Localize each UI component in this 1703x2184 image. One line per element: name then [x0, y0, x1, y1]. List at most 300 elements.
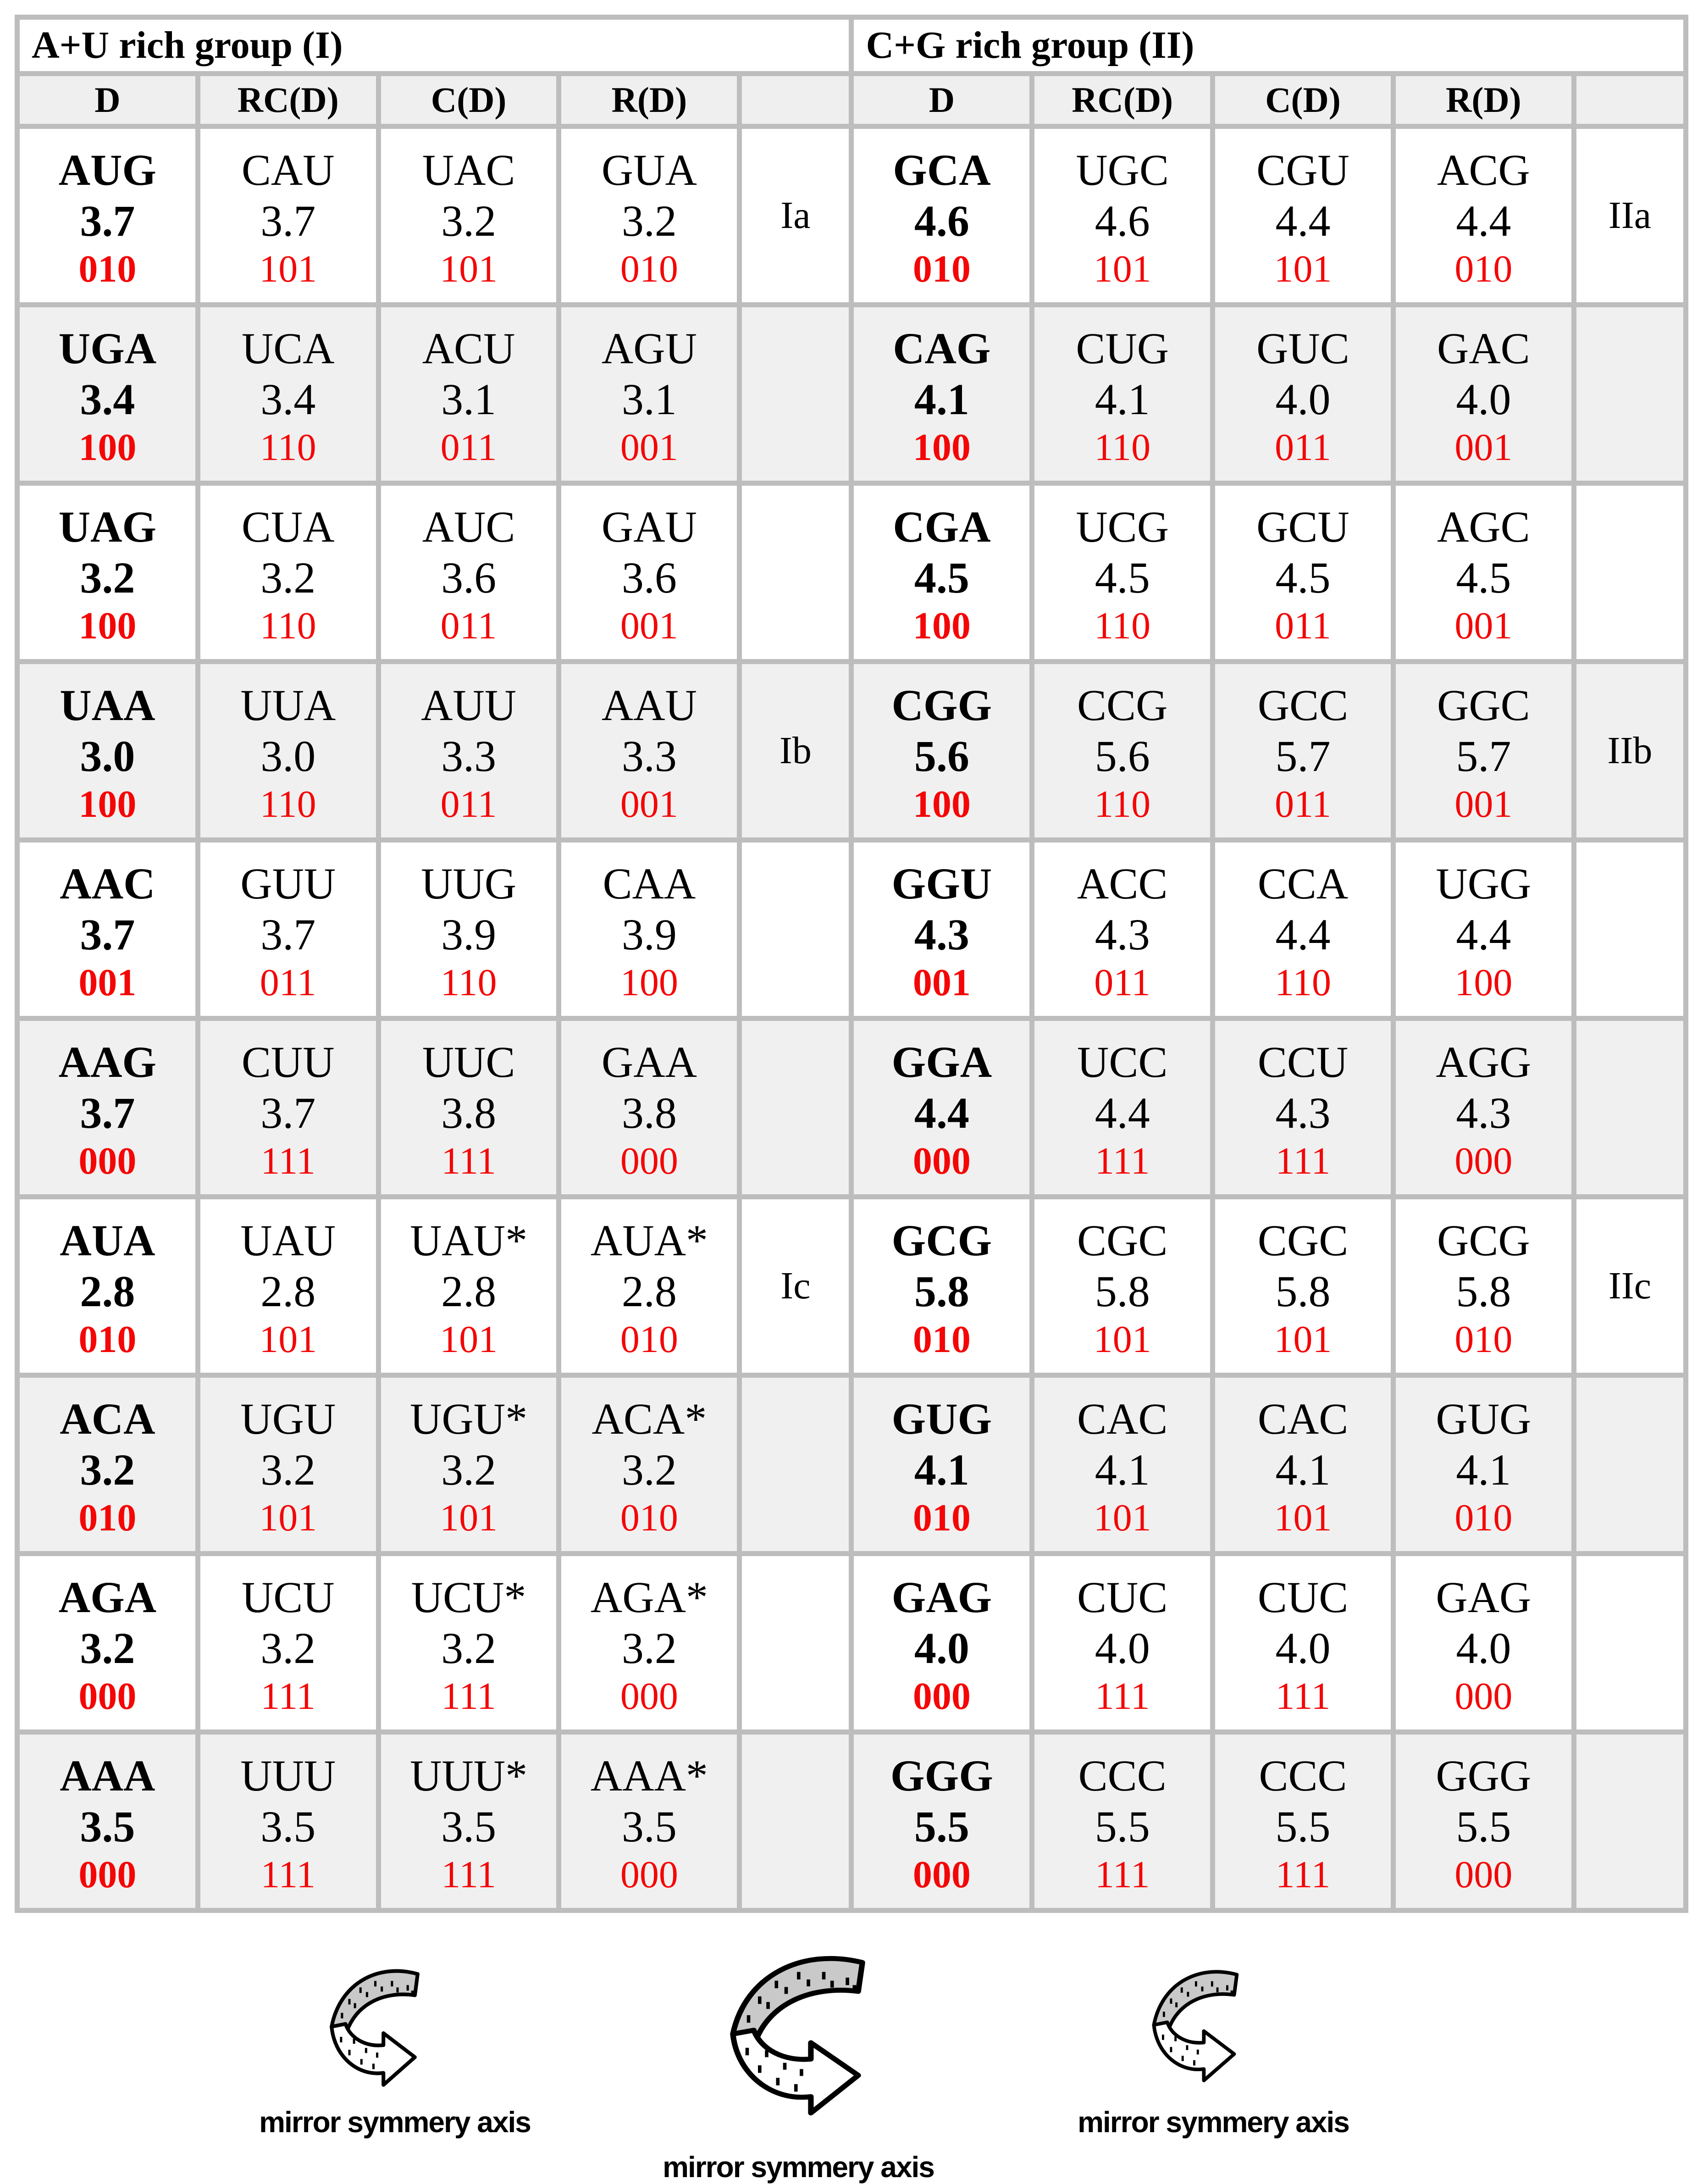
- binary-code: 110: [1094, 783, 1151, 826]
- codon-cell: [1393, 1197, 1574, 1375]
- free-energy-value: 4.5: [914, 553, 969, 602]
- free-energy-value: 5.5: [914, 1802, 969, 1851]
- codon-cell: [1213, 1197, 1393, 1375]
- binary-code: 101: [440, 1497, 498, 1539]
- codon-text: UCU: [241, 1573, 335, 1622]
- codon-cell: [198, 1197, 378, 1375]
- codon-cell: [1213, 483, 1393, 662]
- codon-text: AGG: [1436, 1037, 1532, 1086]
- codon-text: AUG: [58, 145, 157, 194]
- codon-text: UAU*: [410, 1216, 528, 1265]
- section-label: [1574, 483, 1686, 662]
- column-header-spacer: [1574, 74, 1686, 127]
- column-header-d: D: [17, 74, 198, 127]
- binary-code: 011: [440, 783, 497, 826]
- free-energy-value: 5.8: [1456, 1267, 1511, 1316]
- codon-cell: [559, 662, 740, 840]
- free-energy-value: 3.2: [80, 1624, 135, 1673]
- binary-code: 010: [1454, 248, 1513, 290]
- codon-cell: [17, 1197, 198, 1375]
- binary-code: 000: [1454, 1675, 1513, 1718]
- codon-cell: [852, 1019, 1032, 1197]
- binary-code: 101: [440, 248, 498, 290]
- codon-text: GUA: [601, 145, 697, 194]
- free-energy-value: 4.0: [1275, 1624, 1331, 1673]
- binary-code: 010: [620, 1497, 678, 1539]
- codon-text: ACC: [1077, 859, 1168, 908]
- binary-code: 100: [78, 604, 137, 647]
- codon-text: AUA*: [590, 1216, 708, 1265]
- free-energy-value: 4.6: [1095, 196, 1150, 245]
- codon-cell: [198, 840, 378, 1019]
- codon-text: GCU: [1256, 502, 1349, 551]
- free-energy-value: 3.7: [260, 196, 316, 245]
- codon-text: CGU: [1256, 145, 1349, 194]
- codon-text: CAC: [1257, 1394, 1349, 1443]
- codon-cell: [17, 305, 198, 483]
- codon-cell: [1213, 127, 1393, 305]
- codon-text: GGC: [1437, 681, 1530, 730]
- free-energy-value: 3.0: [80, 732, 135, 781]
- section-label: [740, 1554, 852, 1732]
- table-row: [17, 1375, 1686, 1554]
- free-energy-value: 3.4: [80, 375, 135, 424]
- binary-code: 000: [620, 1853, 678, 1896]
- group-title-left: A+U rich group (I): [17, 17, 852, 74]
- mirror-axis-arrow-icon: [1145, 1968, 1243, 2084]
- binary-code: 000: [1454, 1140, 1513, 1182]
- codon-cell: [17, 1375, 198, 1554]
- codon-text: UCA: [241, 324, 335, 373]
- codon-cell: [198, 1554, 378, 1732]
- codon-cell: [1393, 305, 1574, 483]
- binary-code: 110: [440, 961, 497, 1004]
- binary-code: 100: [912, 426, 971, 469]
- codon-cell: [1393, 1019, 1574, 1197]
- codon-cell: [559, 1554, 740, 1732]
- codon-cell: [1032, 840, 1213, 1019]
- free-energy-value: 3.2: [441, 1445, 497, 1494]
- codon-cell: [852, 483, 1032, 662]
- free-energy-value: 4.4: [1456, 910, 1511, 959]
- free-energy-value: 3.2: [621, 1624, 677, 1673]
- binary-code: 101: [259, 248, 317, 290]
- codon-cell: [559, 1197, 740, 1375]
- free-energy-value: 4.1: [1095, 375, 1150, 424]
- codon-text: GCG: [1437, 1216, 1530, 1265]
- codon-text: CUC: [1257, 1573, 1349, 1622]
- binary-code: 111: [1095, 1675, 1150, 1718]
- binary-code: 101: [1093, 1497, 1151, 1539]
- codon-text: AAG: [58, 1037, 157, 1086]
- codon-text: UGU: [240, 1394, 336, 1443]
- free-energy-value: 3.2: [621, 196, 677, 245]
- codon-cell: [1213, 840, 1393, 1019]
- codon-cell: [1213, 662, 1393, 840]
- section-label: [740, 305, 852, 483]
- section-label: IIc: [1574, 1197, 1686, 1375]
- binary-code: 010: [620, 248, 678, 290]
- codon-cell: [852, 1554, 1032, 1732]
- section-label: [1574, 1554, 1686, 1732]
- section-label: Ic: [740, 1197, 852, 1375]
- codon-text: UAU: [240, 1216, 336, 1265]
- codon-cell: [17, 1732, 198, 1911]
- binary-code: 111: [1275, 1675, 1331, 1718]
- codon-cell: [378, 840, 559, 1019]
- free-energy-value: 2.8: [441, 1267, 497, 1316]
- binary-code: 101: [1274, 1497, 1332, 1539]
- codon-cell: [198, 305, 378, 483]
- codon-text: GCG: [891, 1216, 992, 1265]
- codon-text: CGC: [1257, 1216, 1349, 1265]
- free-energy-value: 3.5: [621, 1802, 677, 1851]
- free-energy-value: 3.7: [80, 196, 135, 245]
- binary-code: 011: [1275, 783, 1331, 826]
- binary-code: 010: [912, 1318, 971, 1361]
- codon-text: GAG: [891, 1573, 992, 1622]
- free-energy-value: 4.3: [914, 910, 969, 959]
- free-energy-value: 3.2: [80, 553, 135, 602]
- codon-text: UAG: [58, 502, 157, 551]
- codon-cell: [1393, 127, 1574, 305]
- codon-text: GGG: [1436, 1751, 1532, 1800]
- codon-text: ACA: [60, 1394, 155, 1443]
- codon-text: AGA: [58, 1573, 157, 1622]
- section-label: Ia: [740, 127, 852, 305]
- binary-code: 110: [260, 426, 316, 469]
- codon-text: GGU: [891, 859, 992, 908]
- free-energy-value: 3.5: [441, 1802, 497, 1851]
- free-energy-value: 4.0: [1095, 1624, 1150, 1673]
- codon-cell: [1213, 1554, 1393, 1732]
- codon-cell: [559, 1375, 740, 1554]
- binary-code: 000: [912, 1675, 971, 1718]
- column-header-rd: R(D): [559, 74, 740, 127]
- codon-cell: [1032, 127, 1213, 305]
- table-row: [17, 1197, 1686, 1375]
- codon-text: CCA: [1257, 859, 1349, 908]
- binary-code: 111: [441, 1853, 496, 1896]
- codon-cell: [378, 662, 559, 840]
- binary-code: 011: [440, 604, 497, 647]
- codon-cell: [378, 1197, 559, 1375]
- mirror-axis-label: mirror symmery axis: [259, 2106, 531, 2139]
- section-label: [1574, 1732, 1686, 1911]
- group-title-right: C+G rich group (II): [852, 17, 1686, 74]
- section-label: [1574, 1375, 1686, 1554]
- codon-text: AGA*: [590, 1573, 708, 1622]
- free-energy-value: 3.2: [621, 1445, 677, 1494]
- column-header-cd: C(D): [378, 74, 559, 127]
- codon-cell: [1393, 662, 1574, 840]
- column-header-cd: C(D): [1213, 74, 1393, 127]
- codon-text: GCC: [1257, 681, 1349, 730]
- free-energy-value: 4.5: [1095, 553, 1150, 602]
- codon-cell: [378, 483, 559, 662]
- codon-cell: [1393, 1375, 1574, 1554]
- column-header-rd: R(D): [1393, 74, 1574, 127]
- binary-code: 110: [1094, 604, 1151, 647]
- codon-cell: [852, 127, 1032, 305]
- free-energy-value: 3.7: [260, 1088, 316, 1137]
- codon-cell: [1032, 483, 1213, 662]
- free-energy-value: 4.4: [914, 1088, 969, 1137]
- codon-cell: [559, 483, 740, 662]
- codon-text: GGA: [891, 1037, 992, 1086]
- codon-text: CCU: [1257, 1037, 1349, 1086]
- binary-code: 110: [1275, 961, 1331, 1004]
- binary-code: 111: [441, 1675, 496, 1718]
- codon-text: AAU: [601, 681, 697, 730]
- codon-text: UGA: [58, 324, 157, 373]
- binary-code: 000: [620, 1140, 678, 1182]
- binary-code: 001: [1454, 426, 1513, 469]
- free-energy-value: 4.0: [1275, 375, 1331, 424]
- codon-cell: [378, 305, 559, 483]
- codon-text: AAA: [60, 1751, 155, 1800]
- codon-cell: [198, 1375, 378, 1554]
- binary-code: 001: [1454, 604, 1513, 647]
- free-energy-value: 3.0: [260, 732, 316, 781]
- free-energy-value: 3.1: [621, 375, 677, 424]
- section-label: [740, 1732, 852, 1911]
- free-energy-value: 4.4: [1095, 1088, 1150, 1137]
- binary-code: 101: [440, 1318, 498, 1361]
- binary-code: 001: [620, 783, 678, 826]
- codon-text: UCG: [1076, 502, 1169, 551]
- codon-cell: [1032, 662, 1213, 840]
- free-energy-value: 4.0: [1456, 375, 1511, 424]
- codon-cell: [852, 305, 1032, 483]
- codon-text: GGG: [890, 1751, 993, 1800]
- codon-cell: [852, 1197, 1032, 1375]
- binary-code: 001: [620, 426, 678, 469]
- free-energy-value: 5.8: [1095, 1267, 1150, 1316]
- binary-code: 111: [260, 1675, 316, 1718]
- codon-text: UGG: [1436, 859, 1532, 908]
- binary-code: 011: [440, 426, 497, 469]
- codon-cell: [378, 1732, 559, 1911]
- free-energy-value: 5.7: [1456, 732, 1511, 781]
- free-energy-value: 4.5: [1456, 553, 1511, 602]
- binary-code: 010: [1454, 1318, 1513, 1361]
- free-energy-value: 3.2: [441, 1624, 497, 1673]
- binary-code: 111: [260, 1853, 316, 1896]
- free-energy-value: 2.8: [80, 1267, 135, 1316]
- free-energy-value: 4.3: [1275, 1088, 1331, 1137]
- codon-text: GAU: [601, 502, 697, 551]
- codon-cell: [1213, 1019, 1393, 1197]
- codon-text: GUC: [1256, 324, 1349, 373]
- codon-cell: [1393, 1732, 1574, 1911]
- mirror-axis-arrow-icon: [719, 1954, 872, 2118]
- codon-text: UUU: [240, 1751, 336, 1800]
- binary-code: 110: [260, 783, 316, 826]
- codon-cell: [1032, 305, 1213, 483]
- free-energy-value: 4.0: [914, 1624, 969, 1673]
- codon-cell: [198, 662, 378, 840]
- codon-text: CAC: [1077, 1394, 1168, 1443]
- free-energy-value: 3.9: [441, 910, 497, 959]
- binary-code: 001: [912, 961, 971, 1004]
- binary-code: 000: [620, 1675, 678, 1718]
- binary-code: 000: [78, 1140, 137, 1182]
- codon-cell: [378, 1554, 559, 1732]
- free-energy-value: 3.9: [621, 910, 677, 959]
- section-label: [740, 1019, 852, 1197]
- free-energy-value: 3.2: [80, 1445, 135, 1494]
- codon-cell: [1393, 1554, 1574, 1732]
- codon-cell: [198, 1019, 378, 1197]
- codon-cell: [559, 1019, 740, 1197]
- binary-code: 100: [78, 783, 137, 826]
- free-energy-value: 4.1: [914, 375, 969, 424]
- section-label: [1574, 305, 1686, 483]
- mirror-axis-label: mirror symmery axis: [663, 2151, 934, 2184]
- codon-text: AGU: [601, 324, 697, 373]
- codon-text: UCC: [1077, 1037, 1168, 1086]
- codon-cell: [559, 840, 740, 1019]
- binary-code: 111: [1095, 1853, 1150, 1896]
- mirror-axis-label: mirror symmery axis: [1078, 2106, 1349, 2139]
- free-energy-value: 3.7: [80, 1088, 135, 1137]
- free-energy-value: 5.8: [1275, 1267, 1331, 1316]
- table-row: [17, 127, 1686, 305]
- free-energy-value: 4.1: [1275, 1445, 1331, 1494]
- codon-cell: [17, 840, 198, 1019]
- codon-cell: [17, 483, 198, 662]
- binary-code: 100: [620, 961, 678, 1004]
- free-energy-value: 5.5: [1095, 1802, 1150, 1851]
- codon-text: CAU: [241, 145, 335, 194]
- table-row: [17, 483, 1686, 662]
- free-energy-value: 3.2: [260, 553, 316, 602]
- codon-text: AUC: [422, 502, 515, 551]
- free-energy-value: 3.5: [80, 1802, 135, 1851]
- free-energy-value: 3.6: [441, 553, 497, 602]
- binary-code: 101: [1093, 248, 1151, 290]
- codon-text: CGG: [891, 681, 992, 730]
- binary-code: 101: [259, 1318, 317, 1361]
- binary-code: 000: [78, 1853, 137, 1896]
- free-energy-value: 5.6: [1095, 732, 1150, 781]
- mirror-axis-arrow-icon: [322, 1968, 424, 2089]
- codon-text: GCA: [893, 145, 991, 194]
- free-energy-value: 3.2: [260, 1624, 316, 1673]
- codon-cell: [559, 305, 740, 483]
- binary-code: 000: [912, 1140, 971, 1182]
- codon-text: CCG: [1077, 681, 1168, 730]
- codon-cell: [1032, 1732, 1213, 1911]
- free-energy-value: 2.8: [260, 1267, 316, 1316]
- codon-cell: [378, 127, 559, 305]
- codon-cell: [198, 483, 378, 662]
- codon-cell: [17, 662, 198, 840]
- binary-code: 001: [620, 604, 678, 647]
- free-energy-value: 4.1: [1456, 1445, 1511, 1494]
- free-energy-value: 4.4: [1456, 196, 1511, 245]
- codon-text: GAG: [1436, 1573, 1532, 1622]
- section-label: IIa: [1574, 127, 1686, 305]
- codon-cell: [378, 1375, 559, 1554]
- codon-text: UAC: [422, 145, 515, 194]
- table-row: [17, 1554, 1686, 1732]
- codon-cell: [17, 1019, 198, 1197]
- codon-text: CUC: [1077, 1573, 1168, 1622]
- codon-text: GUU: [240, 859, 336, 908]
- codon-cell: [1213, 1375, 1393, 1554]
- free-energy-value: 5.8: [914, 1267, 969, 1316]
- binary-code: 000: [78, 1675, 137, 1718]
- codon-text: CGC: [1077, 1216, 1168, 1265]
- binary-code: 010: [78, 1497, 137, 1539]
- codon-cell: [852, 1732, 1032, 1911]
- binary-code: 101: [1093, 1318, 1151, 1361]
- table-row: [17, 1019, 1686, 1197]
- codon-cell: [852, 1375, 1032, 1554]
- section-label: [740, 483, 852, 662]
- free-energy-value: 3.8: [621, 1088, 677, 1137]
- codon-text: AAC: [60, 859, 155, 908]
- codon-text: CGA: [893, 502, 991, 551]
- free-energy-value: 3.7: [80, 910, 135, 959]
- binary-code: 011: [1094, 961, 1151, 1004]
- free-energy-value: 4.6: [914, 196, 969, 245]
- free-energy-value: 5.5: [1275, 1802, 1331, 1851]
- free-energy-value: 4.4: [1275, 910, 1331, 959]
- binary-code: 000: [912, 1853, 971, 1896]
- section-label: Ib: [740, 662, 852, 840]
- binary-code: 101: [1274, 1318, 1332, 1361]
- section-label: [740, 840, 852, 1019]
- column-header-d: D: [852, 74, 1032, 127]
- free-energy-value: 4.5: [1275, 553, 1331, 602]
- table-row: [17, 662, 1686, 840]
- free-energy-value: 5.6: [914, 732, 969, 781]
- codon-cell: [378, 1019, 559, 1197]
- section-label: [1574, 1019, 1686, 1197]
- free-energy-value: 3.8: [441, 1088, 497, 1137]
- binary-code: 010: [78, 1318, 137, 1361]
- codon-cell: [1032, 1554, 1213, 1732]
- binary-code: 111: [1275, 1140, 1331, 1182]
- free-energy-value: 3.5: [260, 1802, 316, 1851]
- codon-cell: [1032, 1019, 1213, 1197]
- binary-code: 111: [260, 1140, 316, 1182]
- binary-code: 100: [912, 604, 971, 647]
- binary-code: 010: [1454, 1497, 1513, 1539]
- codon-cell: [1213, 305, 1393, 483]
- codon-cell: [17, 127, 198, 305]
- binary-code: 010: [620, 1318, 678, 1361]
- codon-text: CCC: [1078, 1751, 1167, 1800]
- free-energy-value: 5.7: [1275, 732, 1331, 781]
- codon-text: CAG: [893, 324, 991, 373]
- column-header-spacer: [740, 74, 852, 127]
- codon-cell: [1393, 840, 1574, 1019]
- codon-text: UUU*: [410, 1751, 528, 1800]
- codon-symmetry-table: [15, 15, 1688, 1913]
- binary-code: 001: [1454, 783, 1513, 826]
- free-energy-value: 4.0: [1456, 1624, 1511, 1673]
- section-label: [740, 1375, 852, 1554]
- binary-code: 011: [1275, 426, 1331, 469]
- codon-text: AAA*: [590, 1751, 708, 1800]
- free-energy-value: 5.5: [1456, 1802, 1511, 1851]
- binary-code: 000: [1454, 1853, 1513, 1896]
- free-energy-value: 4.3: [1095, 910, 1150, 959]
